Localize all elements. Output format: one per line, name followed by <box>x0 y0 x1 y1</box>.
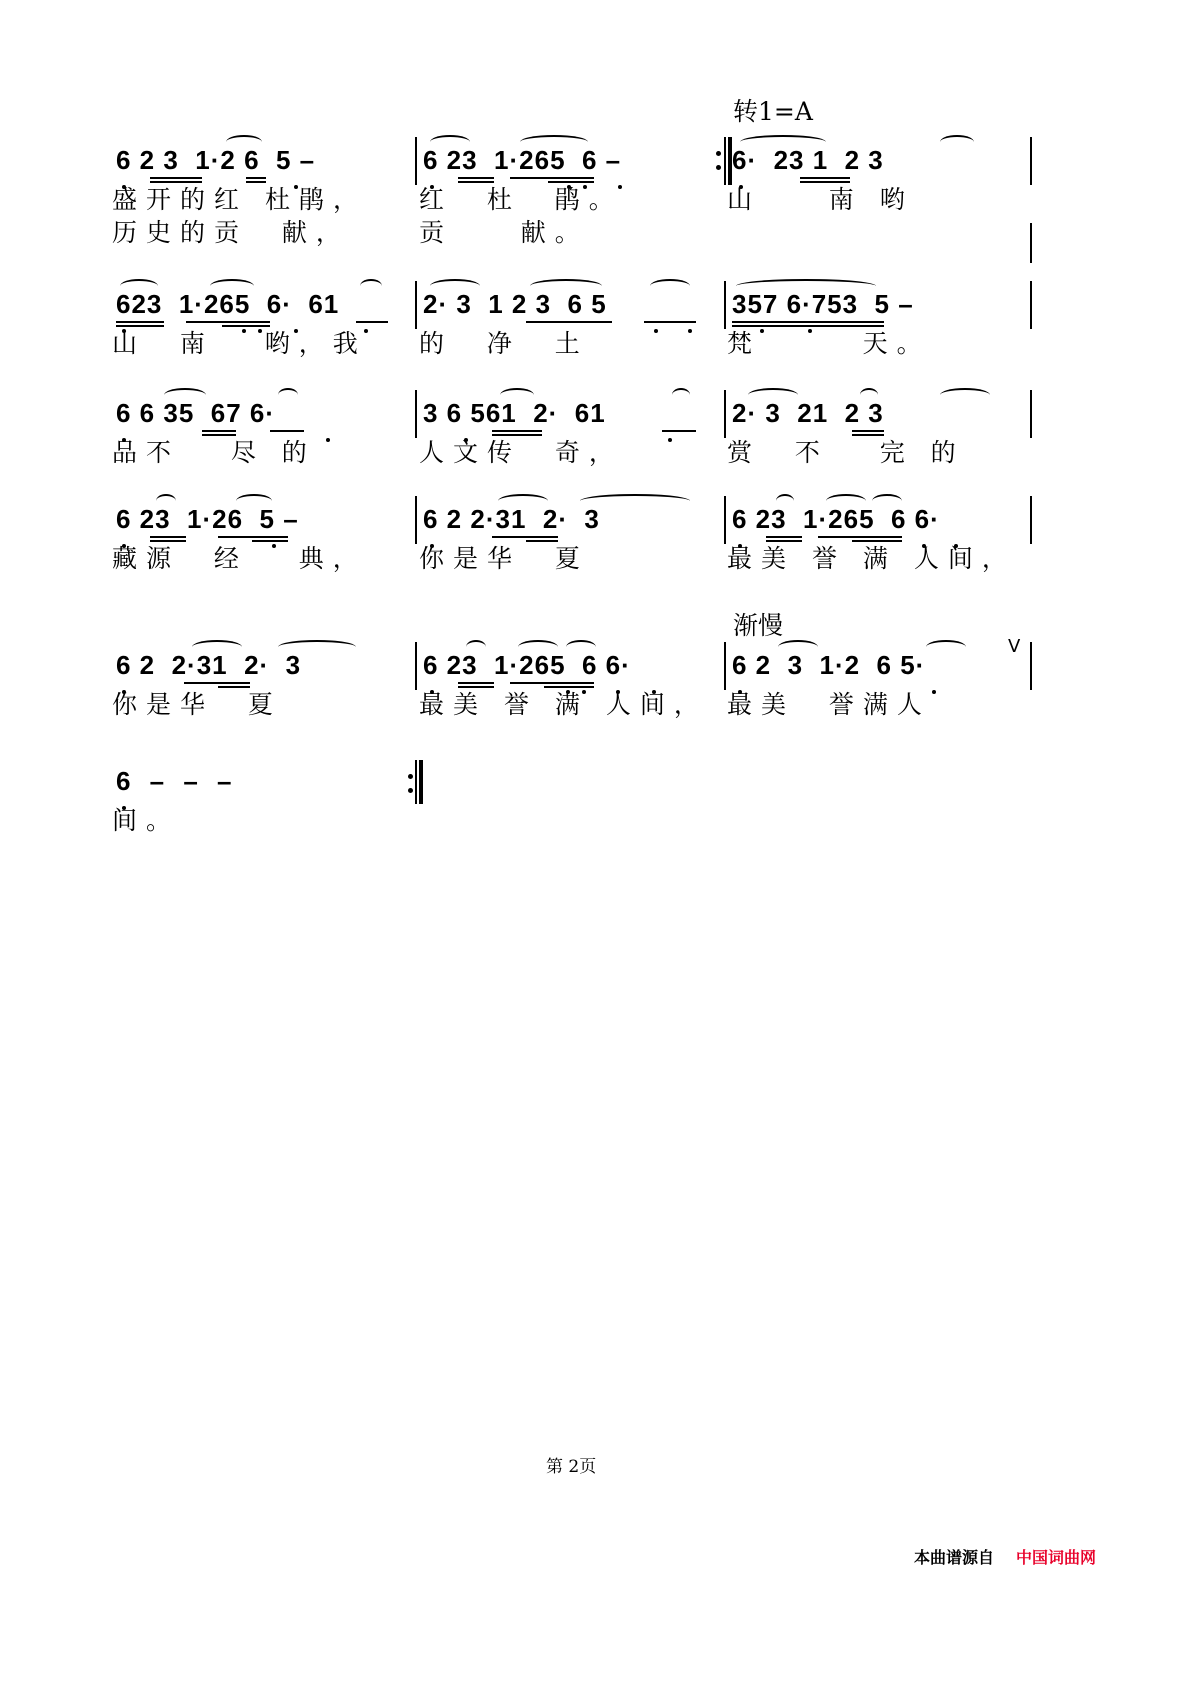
beam-line <box>150 536 186 538</box>
beam-line <box>116 325 164 327</box>
beam-line <box>218 686 250 688</box>
tempo-mark: 渐慢 <box>733 611 784 640</box>
repeat-dot <box>716 165 721 170</box>
octave-dot <box>326 438 330 442</box>
lyric-line: 红 杜 鹃。 <box>419 185 623 214</box>
repeat-dot <box>408 774 413 779</box>
beam-line <box>852 430 884 432</box>
beam-line <box>492 536 558 538</box>
beam-line <box>662 430 696 432</box>
slur <box>940 388 990 402</box>
lyric-line: 梵 天。 <box>727 329 931 358</box>
measure-notes: 6 2 2·31 2· 3 <box>423 504 600 534</box>
beam-line <box>510 177 594 179</box>
beam-line <box>150 181 202 183</box>
slur <box>778 640 818 654</box>
octave-dot <box>654 329 658 333</box>
slur <box>164 388 206 402</box>
slur <box>430 135 470 149</box>
slur <box>860 388 878 402</box>
beam-line <box>766 540 802 542</box>
beam-line <box>800 181 850 183</box>
repeat-bar <box>415 760 417 804</box>
measure-notes: 6 23 1·26 5 – <box>116 504 299 534</box>
measure-notes: 2· 3 1 2 3 6 5 <box>423 289 607 319</box>
measure-notes: 6 23 1·265 6 6· <box>732 504 940 534</box>
slur <box>650 279 690 293</box>
beam-line <box>222 325 270 327</box>
measure-notes: 3 6 561 2· 61 <box>423 398 606 428</box>
slur <box>926 640 966 654</box>
lyric-line: 最美 誉 满 人间， <box>419 690 708 719</box>
slur <box>580 494 690 508</box>
bar-line <box>1030 496 1032 544</box>
repeat-dot <box>716 151 721 156</box>
bar-line <box>724 496 726 544</box>
bar-line <box>1030 642 1032 690</box>
repeat-bar <box>724 137 726 185</box>
beam-line <box>184 682 250 684</box>
slur <box>776 494 794 508</box>
measure-notes: 6 6 35 67 6· <box>116 398 275 428</box>
lyric-line: 最美 誉 满 人间， <box>727 544 1016 573</box>
bar-line <box>415 390 417 438</box>
slur <box>500 388 534 402</box>
bar-line <box>415 496 417 544</box>
beam-line <box>852 434 884 436</box>
beam-line <box>186 321 270 323</box>
beam-line <box>732 325 884 327</box>
slur <box>736 279 876 293</box>
bar-line <box>415 642 417 690</box>
measure-notes: 2· 3 21 2 3 <box>732 398 884 428</box>
slur <box>278 640 356 654</box>
beam-line <box>356 321 388 323</box>
slur <box>226 135 262 149</box>
slur <box>466 640 486 654</box>
slur <box>748 388 798 402</box>
bar-line <box>1030 281 1032 329</box>
lyric-line: 山 南 哟，我 <box>112 329 367 358</box>
beam-line <box>526 540 558 542</box>
octave-dot <box>932 690 936 694</box>
lyric-line: 品不 尽 的 <box>112 438 316 467</box>
measure-notes: 6 2 3 1·2 6 5· <box>732 650 926 680</box>
bar-line <box>415 137 417 185</box>
beam-line <box>492 434 542 436</box>
beam-line <box>458 177 494 179</box>
beam-line <box>732 321 884 323</box>
lyric-line: 藏源 经 典， <box>112 544 367 573</box>
measure-notes: 357 6·753 5 – <box>732 289 914 319</box>
lyric-line: 间。 <box>112 806 181 835</box>
beam-line <box>458 686 494 688</box>
slur <box>498 494 548 508</box>
repeat-bar <box>728 137 732 185</box>
repeat-dot <box>408 788 413 793</box>
lyric-line: 你是华 夏 <box>419 544 589 573</box>
repeat-bar <box>419 760 423 804</box>
lyric-line: 你是华 夏 <box>112 690 282 719</box>
beam-line <box>218 536 288 538</box>
beam-line <box>458 181 494 183</box>
slur <box>430 279 480 293</box>
lyric-line: 最美 誉满人 <box>727 690 931 719</box>
measure-notes: 623 1·265 6· 61 <box>116 289 340 319</box>
slur <box>210 279 254 293</box>
lyric-line: 历史的贡 献， <box>112 218 350 247</box>
beam-line <box>150 177 202 179</box>
measure-notes: 6 23 1·265 6 6· <box>423 650 631 680</box>
beam-line <box>458 682 494 684</box>
lyric-line: 贡 献。 <box>419 218 589 247</box>
beam-line <box>116 321 164 323</box>
measure-notes: 6 2 2·31 2· 3 <box>116 650 302 680</box>
beam-line <box>246 177 266 179</box>
lyric-line: 赏 不 完 的 <box>727 438 965 467</box>
bar-line <box>1030 137 1032 185</box>
beam-line <box>246 181 266 183</box>
beam-line <box>800 177 850 179</box>
slur <box>360 279 382 293</box>
slur <box>192 640 242 654</box>
slur <box>520 135 588 149</box>
bar-line <box>1030 223 1032 263</box>
slur <box>826 494 866 508</box>
bar-line <box>415 281 417 329</box>
slur <box>156 494 176 508</box>
bar-line <box>724 281 726 329</box>
page-number: 第 2页 <box>546 1457 597 1477</box>
slur <box>278 388 298 402</box>
beam-line <box>818 536 902 538</box>
source-label: 本曲谱源自 <box>914 1548 995 1567</box>
beam-line <box>252 540 288 542</box>
measure-notes: 6 23 1·265 6 – <box>423 145 622 175</box>
slur <box>872 494 902 508</box>
beam-line <box>270 430 304 432</box>
slur <box>940 135 974 149</box>
breath-mark: V <box>1008 636 1021 657</box>
slur <box>672 388 690 402</box>
key-change-mark: 转1=A <box>733 97 813 126</box>
beam-line <box>544 686 594 688</box>
slur <box>566 640 596 654</box>
slur <box>518 640 558 654</box>
lyric-line: 人文传 奇， <box>419 438 623 467</box>
beam-line <box>548 181 594 183</box>
beam-line <box>852 540 902 542</box>
lyric-line: 的 净 土 <box>419 329 589 358</box>
bar-line <box>1030 390 1032 438</box>
beam-line <box>492 430 542 432</box>
slur <box>530 279 602 293</box>
beam-line <box>644 321 696 323</box>
slur <box>120 279 158 293</box>
lyric-line: 山 南 哟 <box>727 185 914 214</box>
bar-line <box>724 390 726 438</box>
beam-line <box>150 540 186 542</box>
source-site-link[interactable]: 中国词曲网 <box>1016 1548 1097 1567</box>
measure-notes: 6 – – – <box>116 766 238 796</box>
slur <box>236 494 272 508</box>
slur <box>740 135 826 149</box>
lyric-line: 盛开的红 杜鹃， <box>112 185 367 214</box>
beam-line <box>202 434 236 436</box>
beam-line <box>510 682 594 684</box>
beam-line <box>526 321 612 323</box>
octave-dot <box>668 438 672 442</box>
measure-notes: 6· 23 1 2 3 <box>732 145 884 175</box>
octave-dot <box>688 329 692 333</box>
measure-notes: 6 2 3 1·2 6 5 – <box>116 145 316 175</box>
bar-line <box>724 642 726 690</box>
beam-line <box>766 536 802 538</box>
beam-line <box>202 430 236 432</box>
